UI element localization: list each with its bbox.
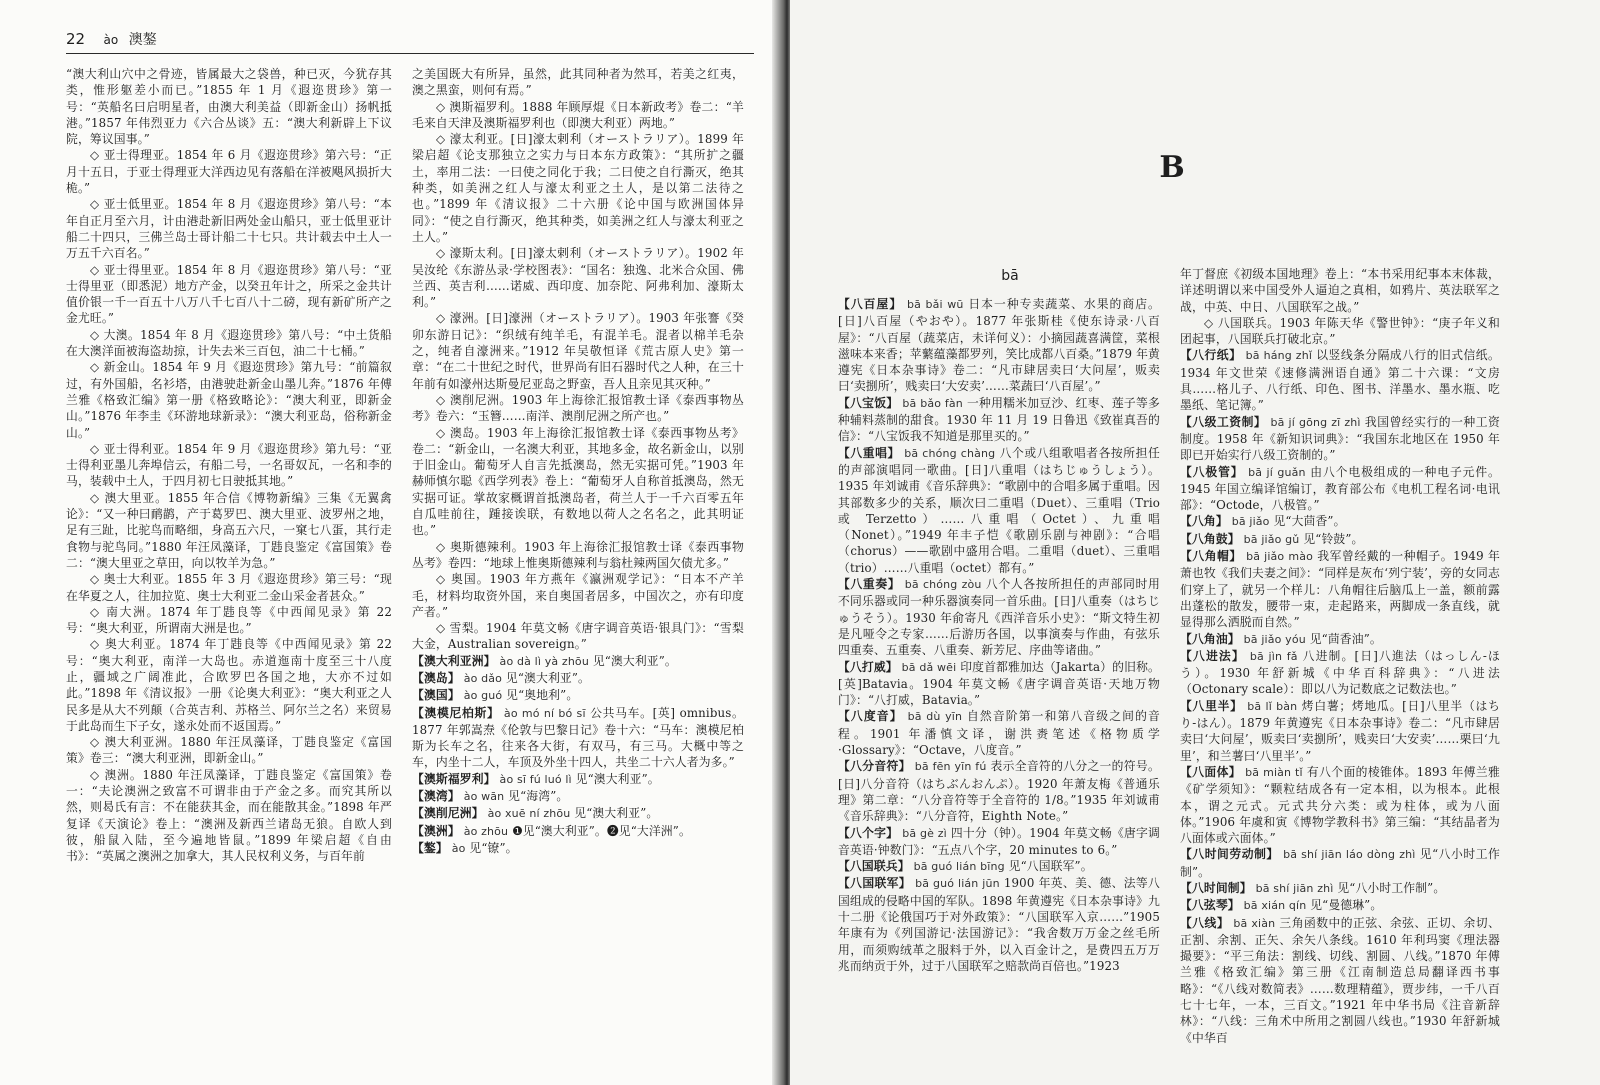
entry-definition: 我军曾经戴的一种帽子。1949 年萧也牧《我们夫妻之间》：“同样是灰布‘列宁装’，旁的女同志们穿上了，就另一个样儿：八角帽往后脑瓜上一盖，额前露出蓬松的散发，腰带一束，走起路来，两脚成一条直线，就显得那么洒脱而自然。” (1180, 549, 1500, 630)
entry-definition: 见“大茴香”。 (1269, 514, 1346, 529)
dictionary-entry (838, 445, 1160, 576)
entry-pinyin: bā jí guǎn (1248, 465, 1306, 479)
paragraph: ◇ 澳削尼洲。1903 年上海徐汇报馆教士译《泰西事物丛考》卷六：“玉簪……南洋、澳削尼洲之所产也。” (412, 392, 744, 424)
dictionary-entry (838, 758, 1160, 824)
paragraph: ◇ 濠太利亚。[日]濠太剌利（オーストラリア）。1899 年梁启超《论支那独立之实力与日本东方政策》：“其所扩之疆土，率用二法：一曰使之同化于我；二曰使之自行澌灭，绝其种类，如美洲之红人与濠太利亚之土人，是以第二法待之也。”1899 年《清议报》二十六册《论中国与欧洲国体异同》：“使之自行澌灭，绝其种类，如美洲之红人与濠太利亚之土人。” (412, 132, 744, 244)
paragraph: ◇ 雪梨。1904 年莫文畅《唐字调音英语·银具门》：“雪梨大金，Australian sovereign。” (412, 621, 744, 652)
paragraph: 之美国既大有所异，虽然，此其同种者为然耳，若美之红夷，澳之黑蛮，则何有焉。” (412, 67, 744, 98)
page-number: 22 (66, 30, 86, 48)
paragraph: ◇ 澳大里亚。1855 年合信《博物新编》三集《无翼禽论》：“又一种曰鸸鹋，产于葛罗巴、澳大里亚、波罗州之地，足有三趾，比驼鸟而略细，身高五六尺，一窠七八蛋，其行走食物与驼鸟同。”1880 年汪凤藻译，丁韪良鉴定《富国策》卷二：“澳大里亚之草田，向以牧羊为急。” (66, 490, 392, 570)
paragraph: ◇ 八国联兵。1903 年陈天华《警世钟》：“庚子年义和团起事，八国联兵打破北京。” (1180, 315, 1500, 347)
entry-definition: 见“铃鼓”。 (1299, 531, 1364, 546)
dictionary-entry (838, 825, 1160, 859)
entry-headword: 【八重奏】 (838, 577, 901, 592)
entry-headword: 【八角油】 (1180, 631, 1240, 646)
entry-pinyin: bā fēn yīn fú (914, 760, 987, 774)
entry-pinyin: bā jiǎo yóu (1243, 632, 1306, 646)
entry-definition: 印度首都雅加达（Jakarta）的旧称。[英]Batavia。1904 年莫文畅《唐字调音英语·天地万物门》：“八打威，Batavia。” (838, 659, 1160, 708)
entry-headword: 【八行纸】 (1180, 348, 1242, 363)
dictionary-entry (1180, 513, 1500, 530)
entry-headword: 【八个字】 (838, 825, 899, 840)
entry-pinyin: ào (451, 841, 466, 855)
dictionary-entry (1180, 631, 1500, 648)
entry-definition: 见“海湾”。 (504, 789, 569, 804)
entry-headword: 【八进法】 (1180, 648, 1245, 663)
entry-pinyin: ào mó ní bó sī (503, 706, 586, 720)
entry-pinyin: bā shí jiān láo dòng zhì (1283, 848, 1416, 862)
entry-pinyin: bā dù yīn (907, 710, 963, 724)
entry-definition: 见“澳大利亚”。 (502, 670, 590, 685)
entry-definition: 有八个面的棱锥体。1893 年傅兰雅《矿学须知》：“颗粒结成各有一定本相，以为根本。此根本，谓之元式。元式共分六类：或为柱体，或为八面体。”1906 年虞和寅《博物学教科书》第三编：“其结晶者为八面体或六面体。” (1180, 764, 1500, 846)
entry-definition: 见“澳大利亚”。 (570, 806, 659, 821)
entry-headword: 【澳洲】 (412, 823, 460, 838)
entry-pinyin: ào xuē ní zhōu (487, 807, 571, 821)
dictionary-entry (1180, 880, 1500, 897)
paragraph: ◇ 亚士得里亚。1854 年 8 月《遐迩贯珍》第八号：“亚士得里亚（即悉泥）地方产金，以癸丑年计之，所采之金共计值价银一千一百五十八万八千七百八十二磅，现有新矿所产之金尤旺。” (66, 262, 392, 326)
entry-definition: 见“奥地利”。 (502, 688, 579, 703)
entry-definition: 见“镣”。 (465, 840, 518, 855)
entry-headword: 【八极管】 (1180, 464, 1244, 479)
dictionary-entry (838, 296, 1160, 395)
entry-definition: 见“茴香油”。 (1305, 631, 1382, 646)
entry-pinyin: ào dǎo (463, 671, 503, 685)
entry-pinyin: bā guó lián jūn (915, 877, 1000, 891)
entry-pinyin: bā jí gōng zī zhì (1270, 415, 1361, 429)
entry-headword: 【澳湾】 (412, 789, 460, 804)
paragraph: ◇ 奥大利亚。1874 年丁韪良等《中西闻见录》第 22 号：“奥大利亚，南洋一大岛也。赤道迤南十度至三十八度止，疆域之广阔准此，合欧罗巴各国之地，大亦不过如此。”1898 年《清议报》一册《论奥大利亚》：“奥大利亚之人民多是从大不列颠（合英吉利、苏格兰、阿尔兰之名）来贸易于此岛而生下子女，遂永处而不返国焉。” (66, 637, 392, 733)
left-column-2 (412, 66, 744, 1066)
entry-headword: 【澳斯福罗利】 (412, 771, 496, 786)
entry-headword: 【澳模尼柏斯】 (412, 705, 500, 720)
entry-pinyin: bā jiǎo (1231, 515, 1270, 529)
entry-definition: 见“八小时工作制”。 (1180, 847, 1500, 879)
left-column-1 (66, 66, 392, 1066)
entry-headword: 【澳岛】 (412, 670, 460, 685)
dictionary-entry (412, 687, 744, 704)
entry-definition: 八个或八组歌唱者各按所担任的声部演唱同一歌曲。[日]八重唱（はちじゅうしょう）。1935 年刘诚甫《音乐辞典》：“歌剧中的合唱多属于重唱。因其部数多少的关系，顺次曰二重唱（Duet）、三重唱（Trio 或 Terzetto）……八重唱（Octet）、九重唱（Nonet）。”1949 年丰子恺《歌剧乐剧与神剧》：“合唱（chorus）——歌剧中盛用合唱。二重唱（duet）、三重唱（trio）……八重唱（octet）都有。” (838, 445, 1160, 575)
dictionary-entry (412, 771, 744, 788)
entry-definition: 见“澳大利亚”。 (571, 771, 660, 786)
entry-pinyin: bā miàn tǐ (1245, 765, 1303, 779)
entry-definition: ❶见“澳大利亚”。❷见“大洋洲”。 (508, 823, 691, 838)
entry-pinyin: bā xián qín (1243, 899, 1307, 913)
entry-definition: 日本一种专卖蔬菜、水果的商店。[日]八百屋（やおや）。1877 年张斯桂《使东诗录·八百屋》：“八百屋（蔬菜店，未详何义）：小摘园蔬喜满筐，菜根滋味本来香；苹蘩蕴藻都罗列，笑比成都八百桑。”1879 年黄遵宪《日本杂事诗》卷二：“凡市肆居卖曰‘大问屋’，贩卖曰‘卖捌所’，贱卖曰‘大安卖’……菜蔬曰‘八百屋’。” (838, 297, 1160, 394)
entry-definition: 八个人各按所担任的声部同时用不同乐器或同一种乐器演奏同一首乐曲。[日]八重奏（はちじゅうそう）。1930 年俞寄凡《西洋音乐小史》：“斯文特生初是凡哑令之专家……后游历各国，以事演奏与作曲，有弦乐四重奏、五重奏、八重奏、新芳尼、序曲等诸曲。” (838, 577, 1160, 658)
entry-pinyin: ào zhōu (463, 824, 509, 838)
dictionary-entry (1180, 648, 1500, 698)
entry-headword: 【八时间劳动制】 (1180, 847, 1279, 862)
header-pinyin: ào (103, 33, 119, 47)
entry-definition: 由八个电极组成的一种电子元件。1945 年国立编译馆编订，教育部公布《电机工程名词·电讯部》：“Octode，八极管。” (1180, 464, 1500, 513)
entry-pinyin: bā gè zì (902, 826, 947, 840)
dictionary-entry (1180, 764, 1500, 846)
entry-definition: 烤白薯；烤地瓜。[日]八里半（はちり-はん）。1879 年黄遵宪《日本杂事诗》卷二：“凡市肆居卖曰‘大问屋’，贩卖曰‘卖捌所’，贱卖曰‘大安卖’……栗曰‘九里’，和兰薯曰‘八里半’。” (1180, 698, 1500, 763)
dictionary-entry (838, 659, 1160, 709)
entry-headword: 【八时间制】 (1180, 880, 1252, 895)
dictionary-entry (1180, 464, 1500, 514)
entry-definition: 以竖线条分隔成八行的旧式信纸。1934 年文世荣《速修满洲语自通》第二十六课：“文房具……格儿子、八行纸、印色、图书、洋墨水、墨水瓶、吃墨纸、笔记簿。” (1180, 348, 1500, 413)
section-letter: B (1159, 150, 1185, 185)
entry-headword: 【八国联军】 (838, 876, 911, 891)
dictionary-entry (412, 788, 744, 805)
dictionary-entry (412, 805, 744, 822)
entry-headword: 【八角帽】 (1180, 549, 1242, 564)
entry-headword: 【八角鼓】 (1180, 531, 1240, 546)
entry-pinyin: bā lǐ bàn (1247, 699, 1298, 713)
entry-headword: 【澳国】 (412, 688, 460, 703)
entry-headword: 【八百屋】 (838, 297, 903, 311)
entry-headword: 【八弦琴】 (1180, 898, 1240, 913)
dictionary-entry (1180, 548, 1500, 630)
paragraph: ◇ 澳岛。1903 年上海徐汇报馆教士译《泰西事物丛考》卷二：“新金山，一名澳大利亚，其地多金，故名新金山，以别于旧金山。葡萄牙人自言先抵澳岛，然无实据可凭。”1903 年赫师慎尔聪《西学列表》卷上：“葡萄牙人自称首抵澳岛，然无实据可证。掌故家概谓首抵澳岛者，荷兰人于一千六百零五年自瓜哇前往，踵接诶联，有数地以荷人之名名之，此其明证也。” (412, 425, 744, 538)
dictionary-entry (412, 705, 744, 771)
dictionary-entry (1180, 698, 1500, 764)
dictionary-entry (1180, 846, 1500, 880)
entry-headword: 【八宝饭】 (838, 395, 899, 410)
entry-pinyin: bā xiàn (1233, 916, 1276, 930)
entry-pinyin: ào guó (463, 689, 503, 703)
paragraph: ◇ 濠洲。[日]濠洲（オーストラリア）。1903 年张謇《癸卯东游日记》：“织绒有纯羊毛，有混羊毛。混者以棉羊毛杂之，纯者自濠洲来。”1912 年吴敬恒译《荒古原人史》第一章：“在二十世纪之时代，世界尚有旧石器时代之人种，在三十年前有如濠州达斯曼尼亚岛之野蛮，吾人且亲见其灭种。” (412, 311, 744, 391)
entry-pinyin: bā shí jiān zhì (1255, 881, 1334, 895)
entry-pinyin: bā dǎ wēi (901, 660, 957, 674)
entry-headword: 【八级工资制】 (1180, 414, 1267, 429)
entry-pinyin: ào sī fú luó lì (499, 772, 572, 786)
entry-definition: 见“八国联军”。 (1004, 859, 1093, 874)
entry-pinyin: bā bǎi wū (906, 298, 964, 311)
dictionary-entry (838, 395, 1160, 445)
paragraph: “澳大利山穴中之骨迹，皆属最大之袋兽，种已灭，今犹存其类，惟形躯差小而已。”1855 年 1 月《遐迩贯珍》第一号：“英船名曰启明星者，由澳大利美益（即新金山）扬帆抵港。”1857 年伟烈亚力《六合丛谈》五：“澳大利新辟上下议院，筹议国事。” (66, 67, 392, 147)
entry-pinyin: bā jiǎo gǔ (1243, 532, 1300, 546)
paragraph: ◇ 奥斯德辣利。1903 年上海徐汇报馆教士译《泰西事物丛考》卷四：“地球上惟奥斯德辣利与翁杜辣两国欠债尤多。” (412, 539, 744, 570)
entry-definition: 八进制。[日]八進法（はっしん-ほう）。1930 年舒新城《中华百科辞典》：“八进法（Octonary scale）：即以八为记数底之记数法也。” (1180, 648, 1500, 697)
entry-headword: 【鏊】 (412, 840, 448, 855)
entry-pinyin: ào dà lì yà zhōu (499, 654, 589, 668)
paragraph: ◇ 澳大利亚洲。1880 年汪凤藻译，丁韪良鉴定《富国策》卷三：“澳大利亚洲，即新金山。” (66, 735, 392, 766)
paragraph: ◇ 亚士得利亚。1854 年 9 月《遐迩贯珍》第九号：“亚士得利亚墨儿奔埠信云，有船二号，一名哥奴瓦，一名和李的马，装载中土人，于四月初七日驶抵其地。” (66, 441, 392, 489)
dictionary-entry (412, 840, 744, 857)
entry-headword: 【澳削尼洲】 (412, 806, 484, 821)
running-head (66, 30, 754, 54)
dictionary-entry (838, 858, 1160, 875)
left-page (0, 0, 780, 1085)
entry-pinyin: bā jìn fǎ (1249, 649, 1298, 663)
section-pinyin: bā (1001, 268, 1019, 284)
entry-definition: 表示全音符的八分之一的符号。[日]八分音符（はちぶんおんぷ）。1920 年萧友梅《普通乐理》第二章：“八分音符等于全音符的 1/8。”1935 年刘诚甫《音乐辞典》：“八分音符，Eighth Note。” (838, 759, 1160, 824)
dictionary-entry (412, 670, 744, 687)
dictionary-entry (412, 823, 744, 840)
entry-definition: 自然音阶第一和第八音级之间的音程。1901 年潘慎文译，谢洪赉笔述《格物质学·Glossary》：“Octave，八度音。” (838, 709, 1160, 758)
entry-definition: 1900 年英、美、德、法等八国组成的侵略中国的军队。1898 年黄遵宪《日本杂事诗》九十二册《论俄国巧于对外政策》：“八国联军入京……”1905 年康有为《列国游记·法国游记》：“我舍数万万金之丝毛所用，而须购绒革之服料于外，以入百金计之，是费四五万万兆而纳贡于外，过于八国联军之赔款尚百倍也。”1923 (838, 876, 1160, 973)
paragraph: ◇ 南大洲。1874 年丁韪良等《中西闻见录》第 22 号：“奥大利亚，所谓南大洲是也。” (66, 604, 392, 636)
paragraph: ◇ 澳斯福罗利。1888 年顾厚焜《日本新政考》卷二：“羊毛来自天津及澳斯福罗利也（即澳大利亚）两地。” (412, 99, 744, 130)
entry-headword: 【八线】 (1180, 915, 1230, 930)
dictionary-entry (838, 708, 1160, 758)
dictionary-entry (1180, 531, 1500, 548)
entry-pinyin: bā chóng zòu (904, 578, 982, 592)
paragraph: 年丁督庶《初级本国地理》卷上：“本书采用纪事本末体裁，详述明谓以来中国受外人逼迫之真相，如鸦片、英法联军之战，中英、中日、八国联军之战。” (1180, 267, 1500, 314)
entry-headword: 【八里半】 (1180, 698, 1243, 713)
entry-pinyin: bā chóng chàng (904, 446, 996, 460)
dictionary-entry (838, 875, 1160, 974)
entry-pinyin: bā bǎo fàn (902, 396, 963, 410)
paragraph: ◇ 濠斯太利。[日]濠太剌利（オーストラリア）。1902 年吴汝纶《东游丛录·学校图表》：“国名：独逸、北米合众国、佛兰西、英吉利……诺威、西印度、加奈陀、阿弗利加、濠斯太利。” (412, 246, 744, 310)
dictionary-entry (1180, 897, 1500, 914)
paragraph: ◇ 奥国。1903 年方燕年《瀛洲观学记》：“日本不产羊毛，材料均取资外国，来自奥国者居多，中国次之，亦有印度产者。” (412, 572, 744, 619)
entry-pinyin: ào wān (463, 790, 505, 804)
paragraph: ◇ 大澳。1854 年 8 月《遐迩贯珍》第八号：“中土货船在大澳洋面被海盗劫掠，计失去米三百包，油二十七桶。” (66, 327, 392, 359)
entry-definition: 我国曾经实行的一种工资制度。1958 年《新知识词典》：“我国东北地区在 1950 年即已开始实行八级工资制的。” (1180, 414, 1500, 463)
dictionary-entry (412, 653, 744, 670)
paragraph: ◇ 新金山。1854 年 9 月《遐迩贯珍》第九号：“前篇叙过，有外国船，名衫塔，由港驶赴新金山墨儿奔。”1876 年傅兰雅《格致汇编》第一册《格致略论》：“澳大利亚，即新金山。”1876 年李圭《环游地球新录》：“澳大利亚岛，俗称新金山。” (66, 360, 392, 440)
entry-headword: 【澳大利亚洲】 (412, 653, 496, 668)
entry-headword: 【八度音】 (838, 709, 903, 724)
entry-definition: 四十分（钟）。1904 年莫文畅《唐字调音英语·钟数门》：“五点八个字，20 minutes to 6。” (838, 825, 1160, 857)
dictionary-entry (1180, 414, 1500, 464)
entry-headword: 【八重唱】 (838, 445, 900, 460)
entry-headword: 【八面体】 (1180, 764, 1241, 779)
entry-definition: 公共马车。[英] omnibus。1877 年郭嵩焘《伦敦与巴黎日记》卷十六：“马车：澳模尼柏斯为长车之名，往来各大街，有双马，有三马。大概中等之车，内坐十二人，车顶及外坐十四人，共坐二十六人者为多。” (412, 705, 744, 770)
entry-headword: 【八分音符】 (838, 759, 911, 774)
dictionary-entry (1180, 915, 1500, 1046)
entry-definition: 三角函数中的正弦、余弦、正切、余切、正割、余割、正矢、余矢八条线。1610 年利玛窦《理法器撮要》：“平三角法：割线、切线、割圆、八线。”1870 年傅兰雅《格致汇编》第三册《江南制造总局翻译西书事略》：“《八线对数简表》……数理精蕴》，贾步纬，一千八百七十七年，一本，三百文。”1921 年中华书局《注音新辞林》：“八线：三角术中所用之割圆八线也。”1930 年舒新城《中华百 (1180, 915, 1500, 1045)
entry-definition: 一种用糯米加豆沙、红枣、莲子等多种辅料蒸制的甜食。1930 年 11 月 19 日鲁迅《致崔真吾的信》：“八宝饭我不知道是那里买的。” (838, 395, 1160, 444)
entry-pinyin: bā háng zhǐ (1245, 349, 1313, 363)
paragraph: ◇ 奥士大利亚。1855 年 3 月《遐迩贯珍》第三号：“现在华夏之人，往加拉览、奥士大利亚二金山采金者甚众。” (66, 572, 392, 603)
header-guide-words: 澳鏊 (128, 32, 157, 48)
entry-definition: 见“曼德琳”。 (1306, 898, 1383, 913)
right-column-2 (1180, 266, 1500, 1076)
entry-definition: 见“八小时工作制”。 (1333, 880, 1446, 895)
entry-definition: 见“澳大利亚”。 (588, 653, 677, 668)
entry-headword: 【八角】 (1180, 514, 1228, 529)
dictionary-entry (838, 576, 1160, 658)
paragraph: ◇ 亚士得理亚。1854 年 6 月《遐迩贯珍》第六号：“正月十五日，于亚士得理亚大洋西边见有落船在洋被飓风损折大桅。” (66, 148, 392, 196)
entry-pinyin: bā jiǎo mào (1246, 550, 1313, 564)
dictionary-entry (1180, 347, 1500, 413)
paragraph: ◇ 澳洲。1880 年汪凤藻译，丁韪良鉴定《富国策》卷一：“夫论澳洲之致富不可谓非由于产金之多。而究其所以然，则曷氏有言：不在能获其金，而在能散其金。”1898 年严复译《天演论》卷上：“澳洲及新西兰诸岛无狼。自欧人到彼，船鼠入陆，至今遍地皆鼠。”1899 年梁启超《自由书》：“英属之澳洲之加拿大，其人民权利义务，与百年前 (66, 767, 392, 864)
paragraph: ◇ 亚士低里亚。1854 年 8 月《遐迩贯珍》第八号：“本年自正月至六月，计由港赴新旧两处金山船只，亚士低里亚计船二十四只，三佛兰岛士哥计船二十七只。共计载去中土人一万五千六百名。” (66, 197, 392, 261)
entry-headword: 【八国联兵】 (838, 859, 910, 874)
entry-pinyin: bā guó lián bīng (913, 860, 1005, 874)
entry-headword: 【八打威】 (838, 659, 898, 674)
right-column-1 (838, 296, 1160, 1076)
